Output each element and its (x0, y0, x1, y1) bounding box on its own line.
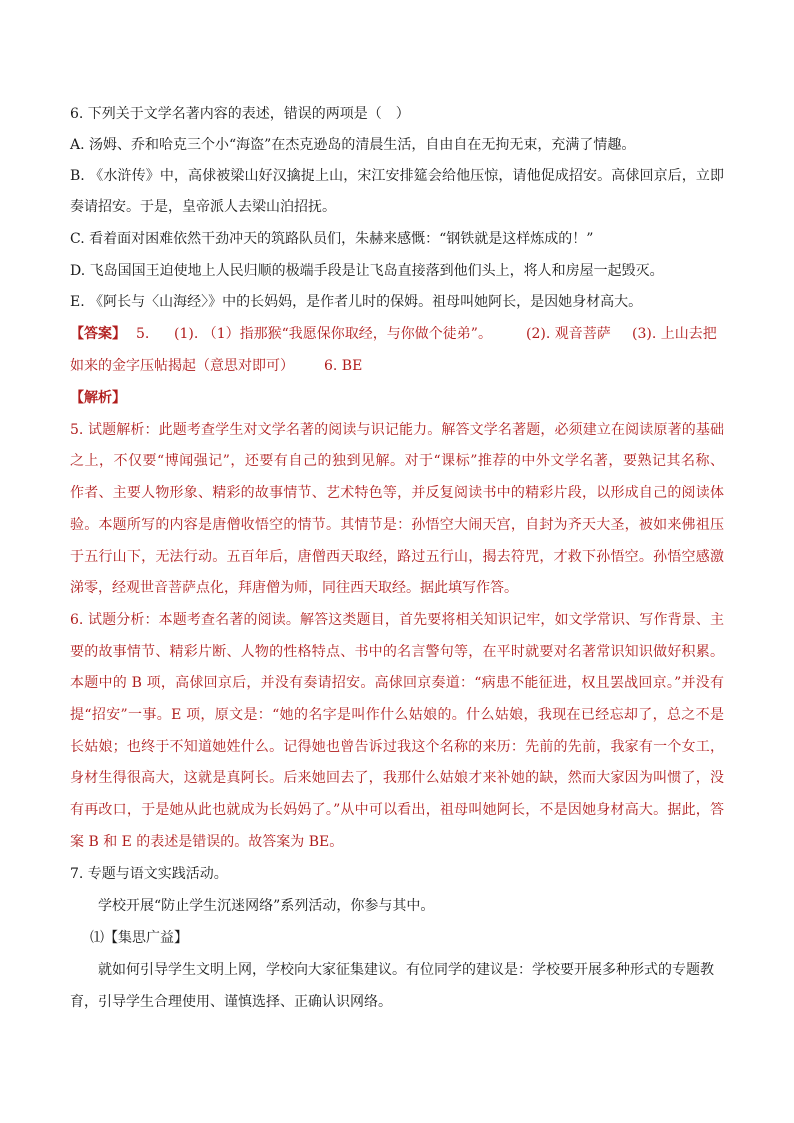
question-7-body-1: 就如何引导学生文明上网，学校向大家征集建议。有位同学的建议是：学校要开展多种形式的专题教 (98, 962, 714, 978)
analysis-line: 5. 试题解析：此题考查学生对文学名著的阅读与识记能力。解答文学名著题，必须建立在阅读原著的基础 (70, 422, 724, 438)
analysis-line: 提“招安”一事。E 项，原文是：“她的名字是叫作什么姑娘的。什么姑娘，我现在已经忘却了，总之不是 (70, 707, 724, 723)
question-6-option-b: B. 《水浒传》中，高俅被梁山好汉擒捉上山，宋江安排筵会给他压惊，请他促成招安。高俅回京后，立即 (70, 168, 724, 184)
question-7-stem: 7. 专题与语文实践活动。 (70, 866, 228, 882)
answer-num: 5. (136, 326, 150, 342)
analysis-line: 案 B 和 E 的表述是错误的。故答案为 BE。 (70, 834, 344, 850)
question-6-option-d: D. 飞岛国国王迫使地上人民归顺的极端手段是让飞岛直接落到他们头上，将人和房屋一起毁灭。 (70, 263, 664, 279)
answer-label: 【答案】 (70, 326, 126, 342)
answer-part-1: (1). （1）指那猴“我愿保你取经，与你做个徒弟”。 (174, 326, 492, 342)
analysis-line: 涕零，经观世音菩萨点化，拜唐僧为师，同往西天取经。据此填写作答。 (70, 580, 518, 596)
analysis-line: 本题中的 B 项，高俅回京后，并没有奏请招安。高俅回京奏道：“病患不能征进，权且罢战回京。”并没有 (70, 675, 724, 691)
question-6-option-a: A. 汤姆、乔和哈克三个小“海盗”在杰克逊岛的清晨生活，自由自在无拘无束，充满了情趣。 (70, 137, 636, 153)
question-7-intro: 学校开展“防止学生沉迷网络”系列活动，你参与其中。 (98, 898, 435, 914)
question-6-option-c: C. 看着面对困难依然干劲冲天的筑路队员们，朱赫来感慨：“钢铁就是这样炼成的！” (70, 231, 594, 247)
analysis-line: 身材生得很高大，这就是真阿长。后来她回去了，我那什么姑娘才来补她的缺，然而大家因为叫惯了，没 (70, 770, 724, 786)
answer-line-2 (70, 356, 724, 376)
analysis-line: 之上，不仅要“博闻强记”，还要有自己的独到见解。对于“课标”推荐的中外文学名著，要熟记其名称、 (70, 453, 724, 469)
analysis-line: 6. 试题分析：本题考查名著的阅读。解答这类题目，首先要将相关知识记牢，如文学常识、写作背景、主 (70, 612, 724, 628)
question-6-stem: 6. 下列关于文学名著内容的表述，错误的两项是（ ） (70, 106, 410, 122)
answer-part-3: (3). 上山去把 (632, 326, 717, 342)
analysis-label: 【解析】 (70, 390, 126, 406)
question-6-option-e: E. 《阿长与〈山海经〉》中的长妈妈，是作者儿时的保姆。祖母叫她阿长，是因她身材高大。 (70, 294, 643, 310)
analysis-line: 要的故事情节、精彩片断、人物的性格特点、书中的名言警句等，在平时就要对名著常识知识做好积累。 (70, 644, 724, 660)
analysis-line: 于五行山下，无法行动。五百年后，唐僧西天取经，路过五行山，揭去符咒，才救下孙悟空。孙悟空感激 (70, 549, 724, 565)
answer-q6: 6. BE (324, 358, 363, 374)
question-7-sub1: ⑴【集思广益】 (90, 930, 188, 946)
answer-line-2-text: 如来的金字压帖揭起（意思对即可） (70, 358, 294, 374)
analysis-line: 验。本题所写的内容是唐僧收悟空的情节。其情节是：孙悟空大闹天宫，自封为齐天大圣，被如来佛祖压 (70, 517, 724, 533)
analysis-line: 有再改口，于是她从此也就成为长妈妈了。”从中可以看出，祖母叫她阿长，不是因她身材高大。据此，答 (70, 802, 724, 818)
question-7-body-2: 育，引导学生合理使用、谨慎选择、正确认识网络。 (70, 994, 392, 1010)
analysis-line: 作者、主要人物形象、精彩的故事情节、艺术特色等，并反复阅读书中的精彩片段，以形成自己的阅读体 (70, 485, 724, 501)
answer-line-1 (70, 324, 724, 344)
question-6-option-b-cont: 奏请招安。于是，皇帝派人去梁山泊招抚。 (70, 199, 336, 215)
analysis-line: 长姑娘；也终于不知道她姓什么。记得她也曾告诉过我这个名称的来历：先前的先前，我家有一个女工， (70, 739, 724, 755)
answer-part-2: (2). 观音菩萨 (526, 326, 611, 342)
